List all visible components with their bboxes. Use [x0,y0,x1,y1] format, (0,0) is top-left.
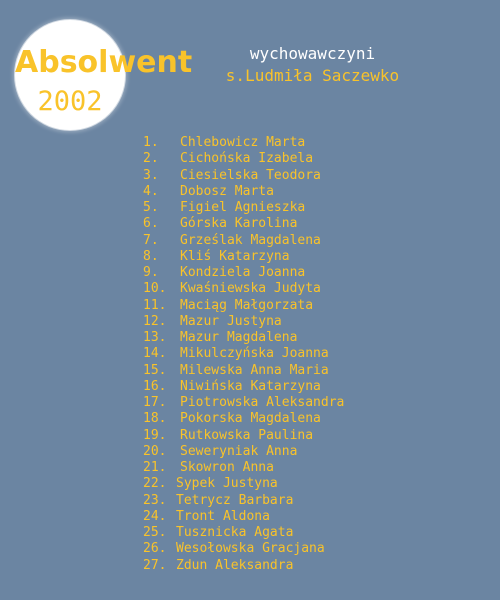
list-item [143,558,344,574]
list-item-number: 4. [143,183,159,199]
list-item-number: 13. [143,330,167,345]
list-item [143,509,344,525]
list-item-name: Ciesielska Teodora [180,167,321,183]
list-item-number: 5. [143,200,159,215]
teacher-name: s.Ludmiła Saczewko [225,66,400,85]
list-item-number: 14. [143,346,167,362]
list-item-number: 11. [143,297,167,313]
list-item-number: 18. [143,411,167,427]
list-item-name: Tusznicka Agata [176,525,294,540]
list-item-name: Kwaśniewska Judyta [180,281,321,297]
list-item-number: 20. [143,443,167,459]
list-item-number: 17. [143,395,167,410]
list-item-number: 10. [143,281,167,297]
list-item-name: Sypek Justyna [176,476,278,492]
list-item-name: Cichońska Izabela [180,151,314,167]
absolwent-badge [15,20,193,130]
list-item [143,233,344,249]
list-item-name: Kondziela Joanna [180,265,306,280]
list-item-number: 24. [143,508,167,524]
list-item-number: 26. [143,541,167,557]
list-item-number: 12. [143,313,167,329]
list-item-name: Skowron Anna [180,460,274,475]
list-item-number: 16. [143,378,167,394]
list-item [143,395,344,411]
list-item-name: Maciąg Małgorzata [180,297,314,313]
list-item-name: Kliś Katarzyna [180,248,290,264]
list-item [143,168,344,184]
list-item-name: Niwińska Katarzyna [180,378,321,394]
list-item [143,281,344,297]
list-item-number: 25. [143,525,167,540]
list-item-name: Zdun Aleksandra [176,557,294,573]
list-item-number: 9. [143,265,159,280]
list-item-number: 22. [143,476,167,492]
list-item-number: 3. [143,167,159,183]
list-item-number: 2. [143,151,159,167]
list-item [143,184,344,200]
badge-word: Absolwent [15,45,193,80]
list-item [143,411,344,427]
teacher-label: wychowawczyni [249,44,376,63]
list-item-name: Figiel Agnieszka [180,200,306,215]
list-item [143,476,344,492]
list-item-number: 8. [143,248,159,264]
list-item [143,330,344,346]
list-item [143,135,344,151]
list-item-name: Tront Aldona [176,508,270,524]
list-item [143,216,344,232]
list-item-name: Tetrycz Barbara [176,492,294,508]
list-item [143,249,344,265]
list-item [143,363,344,379]
badge-year: 2002 [37,86,103,117]
list-item-name: Dobosz Marta [180,183,274,199]
list-item [143,379,344,395]
list-item [143,444,344,460]
list-item [143,525,344,541]
list-item-name: Chlebowicz Marta [180,135,306,150]
list-item [143,428,344,444]
list-item-name: Grześlak Magdalena [180,232,321,248]
list-item-number: 7. [143,232,159,248]
list-item-name: Rutkowska Paulina [180,427,314,443]
list-item-number: 21. [143,460,167,475]
list-item-name: Pokorska Magdalena [180,411,321,427]
list-item [143,460,344,476]
student-list [143,135,344,574]
list-item-name: Mikulczyńska Joanna [180,346,329,362]
list-item [143,265,344,281]
list-item-number: 19. [143,427,167,443]
list-item-name: Mazur Justyna [180,313,282,329]
list-item-name: Milewska Anna Maria [180,362,329,378]
list-item-number: 27. [143,557,167,573]
list-item [143,151,344,167]
list-item [143,200,344,216]
list-item-name: Górska Karolina [180,216,298,232]
list-item-name: Seweryniak Anna [180,443,298,459]
list-item [143,541,344,557]
list-item-number: 1. [143,135,159,150]
list-item-name: Mazur Magdalena [180,330,298,345]
list-item [143,314,344,330]
list-item [143,298,344,314]
list-item-number: 23. [143,492,167,508]
list-item-number: 6. [143,216,159,232]
list-item [143,346,344,362]
list-item-number: 15. [143,362,167,378]
list-item-name: Wesołowska Gracjana [176,541,325,557]
list-item-name: Piotrowska Aleksandra [180,395,345,410]
list-item [143,493,344,509]
